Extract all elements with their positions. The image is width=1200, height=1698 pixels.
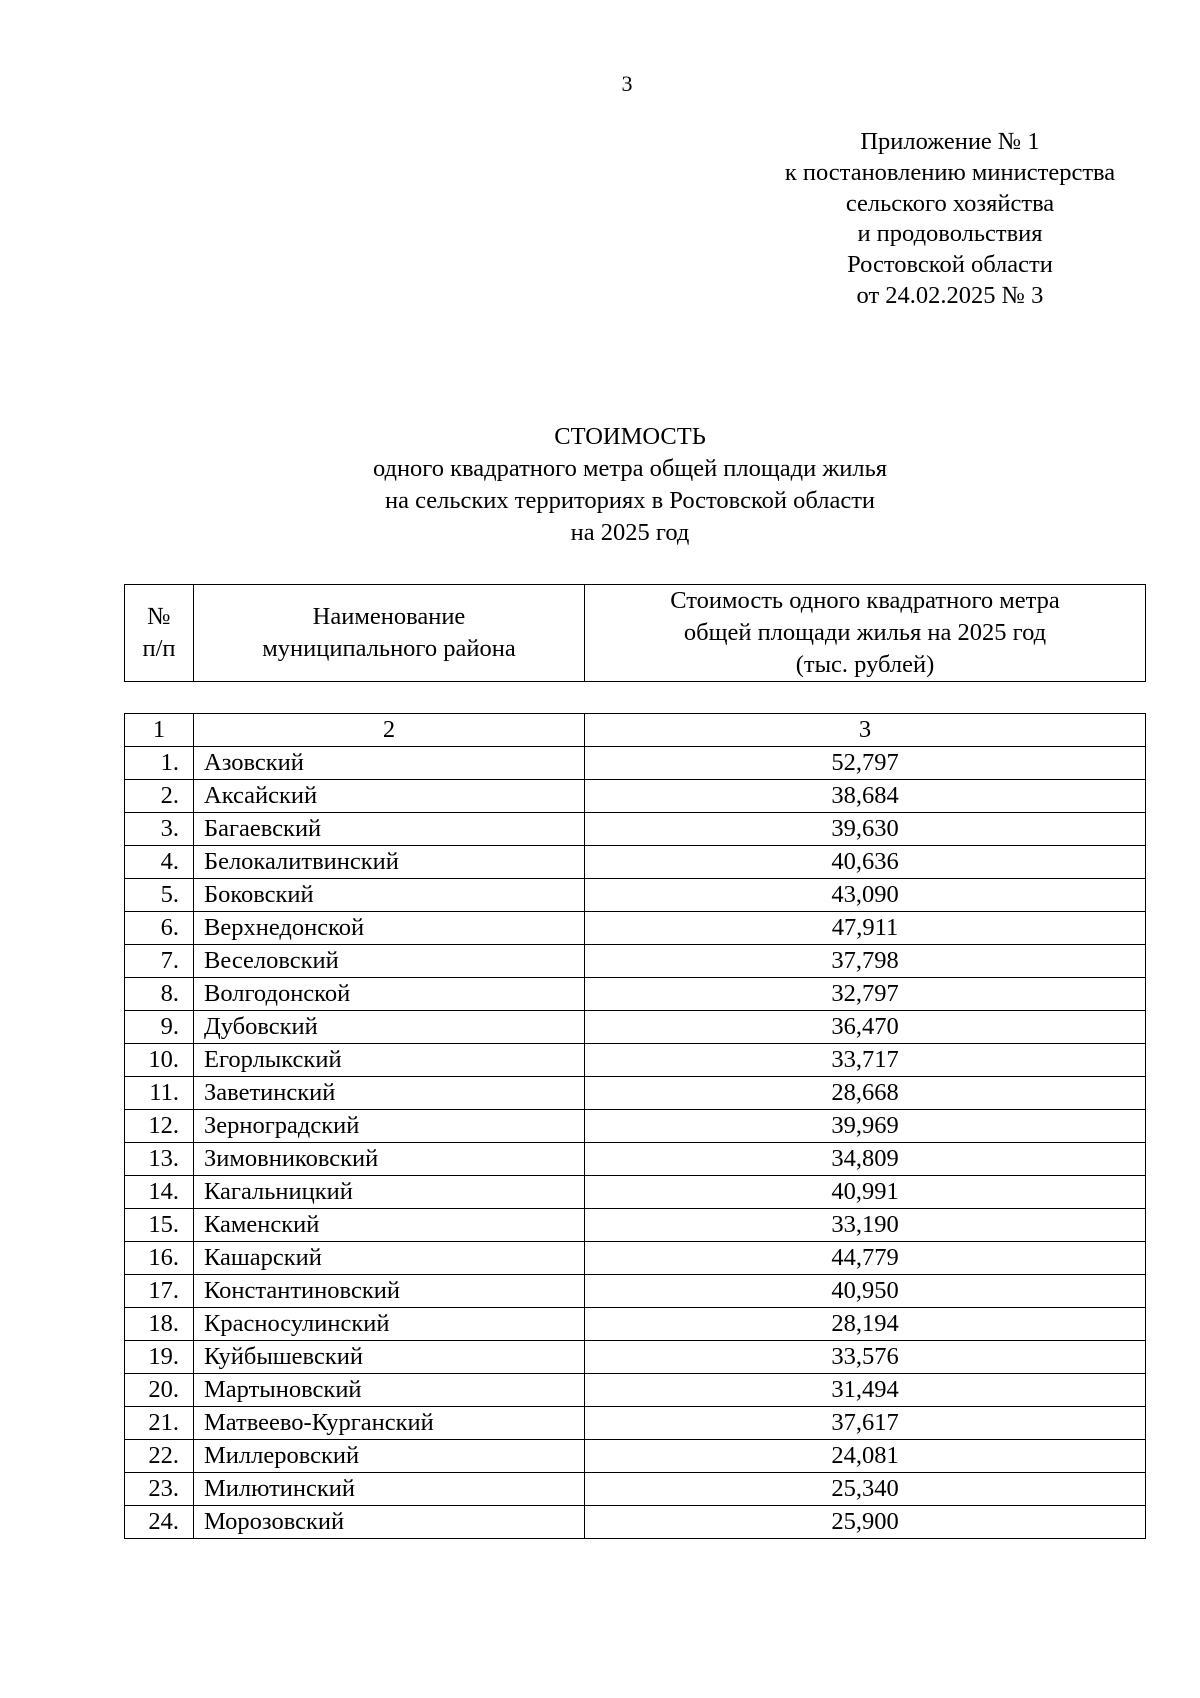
header-district-line1: Наименование	[312, 603, 466, 630]
header-district-name	[194, 585, 585, 682]
table-row	[125, 1275, 1146, 1308]
district-name-cell: Зерноградский	[194, 1110, 585, 1143]
cost-value-cell: 32,797	[585, 978, 1146, 1011]
row-number-cell: 24.	[125, 1506, 194, 1539]
header-cost	[585, 585, 1146, 682]
table-row	[125, 879, 1146, 912]
title-line: одного квадратного метра общей площади жилья	[372, 455, 888, 482]
title-line: на сельских территориях в Ростовской области	[384, 487, 876, 514]
row-number-cell: 22.	[125, 1440, 194, 1473]
row-number-cell: 18.	[125, 1308, 194, 1341]
appendix-line: к постановлению министерства	[784, 158, 1116, 186]
cost-value-cell: 33,717	[585, 1044, 1146, 1077]
table-row	[125, 1242, 1146, 1275]
district-name-cell: Красносулинский	[194, 1308, 585, 1341]
district-name-cell: Боковский	[194, 879, 585, 912]
district-name-cell: Дубовский	[194, 1011, 585, 1044]
cost-value-cell: 25,900	[585, 1506, 1146, 1539]
cost-value-cell: 39,630	[585, 813, 1146, 846]
page-number: 3	[621, 71, 633, 96]
header-cost-line2: общей площади жилья на 2025 год	[683, 619, 1047, 646]
table-row	[125, 747, 1146, 780]
cost-value-cell: 33,190	[585, 1209, 1146, 1242]
column-number-row	[125, 714, 1146, 747]
district-name-cell: Куйбышевский	[194, 1341, 585, 1374]
row-number-cell: 5.	[125, 879, 194, 912]
district-name-cell: Константиновский	[194, 1275, 585, 1308]
cost-value-cell: 33,576	[585, 1341, 1146, 1374]
document-title	[0, 421, 1200, 549]
table-row	[125, 945, 1146, 978]
cost-value-cell: 40,636	[585, 846, 1146, 879]
district-name-cell: Миллеровский	[194, 1440, 585, 1473]
table-row	[125, 1440, 1146, 1473]
district-name-cell: Волгодонской	[194, 978, 585, 1011]
cost-value-cell: 39,969	[585, 1110, 1146, 1143]
appendix-line: Приложение № 1	[860, 128, 1040, 155]
cost-value-cell: 40,950	[585, 1275, 1146, 1308]
header-number-line2: п/п	[142, 635, 176, 662]
cost-value-cell: 25,340	[585, 1473, 1146, 1506]
table-row	[125, 1374, 1146, 1407]
row-number-cell: 2.	[125, 780, 194, 813]
header-number	[125, 585, 194, 682]
row-number-cell: 13.	[125, 1143, 194, 1176]
district-name-cell: Милютинский	[194, 1473, 585, 1506]
row-number-cell: 12.	[125, 1110, 194, 1143]
row-number-cell: 14.	[125, 1176, 194, 1209]
table-row	[125, 1308, 1146, 1341]
table-row	[125, 1110, 1146, 1143]
district-name-cell: Багаевский	[194, 813, 585, 846]
row-number-cell: 17.	[125, 1275, 194, 1308]
table-row	[125, 1209, 1146, 1242]
row-number-cell: 7.	[125, 945, 194, 978]
header-row	[125, 585, 1146, 682]
title-main: СТОИМОСТЬ	[554, 423, 706, 450]
header-number-line1: №	[147, 603, 171, 630]
cost-value-cell: 40,991	[585, 1176, 1146, 1209]
data-table-body	[125, 714, 1146, 1539]
cost-value-cell: 43,090	[585, 879, 1146, 912]
cost-value-cell: 47,911	[585, 912, 1146, 945]
row-number-cell: 16.	[125, 1242, 194, 1275]
appendix-line: и продовольствия	[857, 220, 1043, 248]
district-name-cell: Кашарский	[194, 1242, 585, 1275]
cost-value-cell: 34,809	[585, 1143, 1146, 1176]
district-name-cell: Егорлыкский	[194, 1044, 585, 1077]
district-name-cell: Морозовский	[194, 1506, 585, 1539]
appendix-block	[735, 127, 1165, 312]
district-name-cell: Белокалитвинский	[194, 846, 585, 879]
table-row	[125, 1341, 1146, 1374]
table-row	[125, 1506, 1146, 1539]
row-number-cell: 8.	[125, 978, 194, 1011]
district-name-cell: Азовский	[194, 747, 585, 780]
district-name-cell: Каменский	[194, 1209, 585, 1242]
cost-value-cell: 37,798	[585, 945, 1146, 978]
row-number-cell: 20.	[125, 1374, 194, 1407]
table-row	[125, 780, 1146, 813]
column-number-cell: 3	[585, 714, 1146, 747]
table-row	[125, 1143, 1146, 1176]
table-row	[125, 1176, 1146, 1209]
district-name-cell: Матвеево-Курганский	[194, 1407, 585, 1440]
header-cost-line1: Стоимость одного квадратного метра	[670, 587, 1060, 614]
table-row	[125, 1044, 1146, 1077]
appendix-line: Ростовской области	[847, 251, 1053, 279]
table-row	[125, 1077, 1146, 1110]
table-row	[125, 1473, 1146, 1506]
appendix-line: от 24.02.2025 № 3	[856, 281, 1044, 309]
row-number-cell: 11.	[125, 1077, 194, 1110]
title-line: на 2025 год	[570, 519, 690, 546]
district-name-cell: Веселовский	[194, 945, 585, 978]
row-number-cell: 9.	[125, 1011, 194, 1044]
column-number-cell: 1	[125, 714, 194, 747]
row-number-cell: 21.	[125, 1407, 194, 1440]
table-row	[125, 1407, 1146, 1440]
row-number-cell: 19.	[125, 1341, 194, 1374]
column-number-cell: 2	[194, 714, 585, 747]
row-number-cell: 15.	[125, 1209, 194, 1242]
district-name-cell: Зимовниковский	[194, 1143, 585, 1176]
row-number-cell: 1.	[125, 747, 194, 780]
table-row	[125, 912, 1146, 945]
cost-value-cell: 44,779	[585, 1242, 1146, 1275]
row-number-cell: 10.	[125, 1044, 194, 1077]
appendix-line: сельского хозяйства	[845, 189, 1055, 217]
row-number-cell: 23.	[125, 1473, 194, 1506]
data-table	[124, 713, 1146, 1539]
cost-value-cell: 37,617	[585, 1407, 1146, 1440]
cost-value-cell: 28,194	[585, 1308, 1146, 1341]
district-name-cell: Заветинский	[194, 1077, 585, 1110]
table-header	[124, 584, 1146, 682]
header-cost-line3: (тыс. рублей)	[795, 651, 935, 678]
cost-value-cell: 24,081	[585, 1440, 1146, 1473]
district-name-cell: Кагальницкий	[194, 1176, 585, 1209]
cost-value-cell: 28,668	[585, 1077, 1146, 1110]
row-number-cell: 3.	[125, 813, 194, 846]
row-number-cell: 4.	[125, 846, 194, 879]
cost-value-cell: 36,470	[585, 1011, 1146, 1044]
district-name-cell: Мартыновский	[194, 1374, 585, 1407]
district-name-cell: Верхнедонской	[194, 912, 585, 945]
row-number-cell: 6.	[125, 912, 194, 945]
table-row	[125, 978, 1146, 1011]
header-district-line2: муниципального района	[262, 635, 516, 662]
table-row	[125, 846, 1146, 879]
district-name-cell: Аксайский	[194, 780, 585, 813]
cost-value-cell: 31,494	[585, 1374, 1146, 1407]
cost-value-cell: 52,797	[585, 747, 1146, 780]
table-row	[125, 813, 1146, 846]
table-row	[125, 1011, 1146, 1044]
cost-value-cell: 38,684	[585, 780, 1146, 813]
